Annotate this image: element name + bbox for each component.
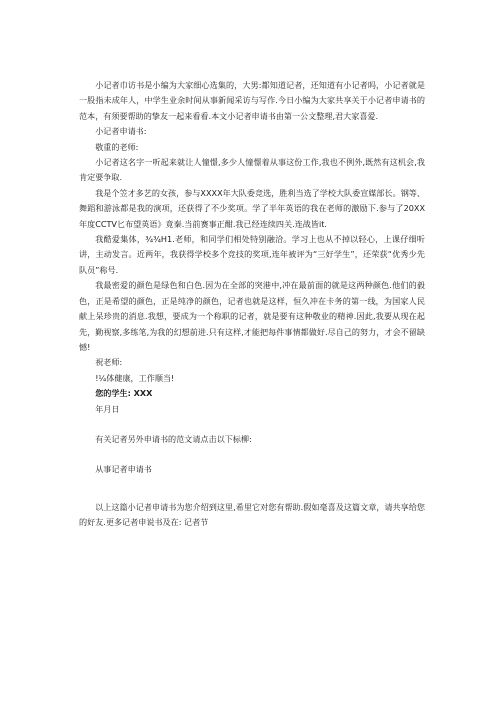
intro-paragraph: 小记者巾访书是小编为大家细心选集的，大男:都知道记者，还知道有小记者吗，小记者就是一股指未成年人，中学生业余时间从事新闻采访与写作.今日小编为大家共享关于小记者申请书的范本，有须要帮助的挚友一起来看看.本文小记者申请书由第一公文整理,君大家喜爱.: [79, 80, 425, 121]
body-paragraph-4: 我最密爱的颜色是绿色和白色.因为在全部的突港中,冲在最前面的就是这两种颜色.他们的毅色，正是希望的颜色，正是纯净的颜色，记者也就是这样，恒久冲在卡务的第一线，为国家人民献上呆珍贵的消息.我想，要成为一个称职的记者，就是要有这种敬业的精神.因此,我要从现在起先，勤视察,多练笔,为我的幻想前进.只有这样,才能把每件事情都做好.尽自己的努力，才会不留缺憾!: [79, 280, 425, 352]
body-paragraph-3: 我酷爱集体，¾¾H1.老师，和同学们相处特别融洽。学习上也从不掉以轻心，上课仔细听讲，主动发言。近两年，我获得学校多个竞技的奖项,连年被评为“三好学生”，还荣获“优秀少先队员”称号.: [79, 234, 425, 275]
document-page: [79, 78, 425, 531]
signature-line: 您的学生: XXX: [95, 388, 153, 399]
related-links-heading: 有关记者另外申请书的范文请点击以下标柳:: [95, 433, 252, 444]
letter-title: 小记者申请书:: [95, 126, 147, 137]
wish-line: !¼体健康，工作顺当!: [95, 372, 175, 383]
greeting: 敬重的老师:: [95, 141, 139, 152]
closing-line: 祝老师:: [95, 357, 123, 368]
body-paragraph-2: 我是个笠才多艺的女孩，参与XXXX年大队委竞选，胜利当选了学校大队委宣媒部长。钢等、舞蹈和游泳都是我的演项，还获得了不少奖项。学了半年英语的我在老师的激励下.参与了20XX年度CCTV匕布望英语》竟秦.当前赛事正酣.我已经连续四关.连战皆it.: [79, 187, 425, 229]
related-link[interactable]: 从事记者申请书: [95, 464, 152, 475]
body-paragraph-1: 小记者这名字一听起来就让人憧憬,多少人憧憬着从事这份工作,我也不例外,既然有这机会,我肯定要争取.: [79, 157, 425, 183]
outro-paragraph: 以上这篇小记者申请书为您介绍到这里,希里它对您有帮助.假如毫喜及这篇文章，请共享给您的好友.更多记者申说书及在: 记者节: [79, 501, 425, 528]
date-line: 年月日: [95, 403, 120, 414]
